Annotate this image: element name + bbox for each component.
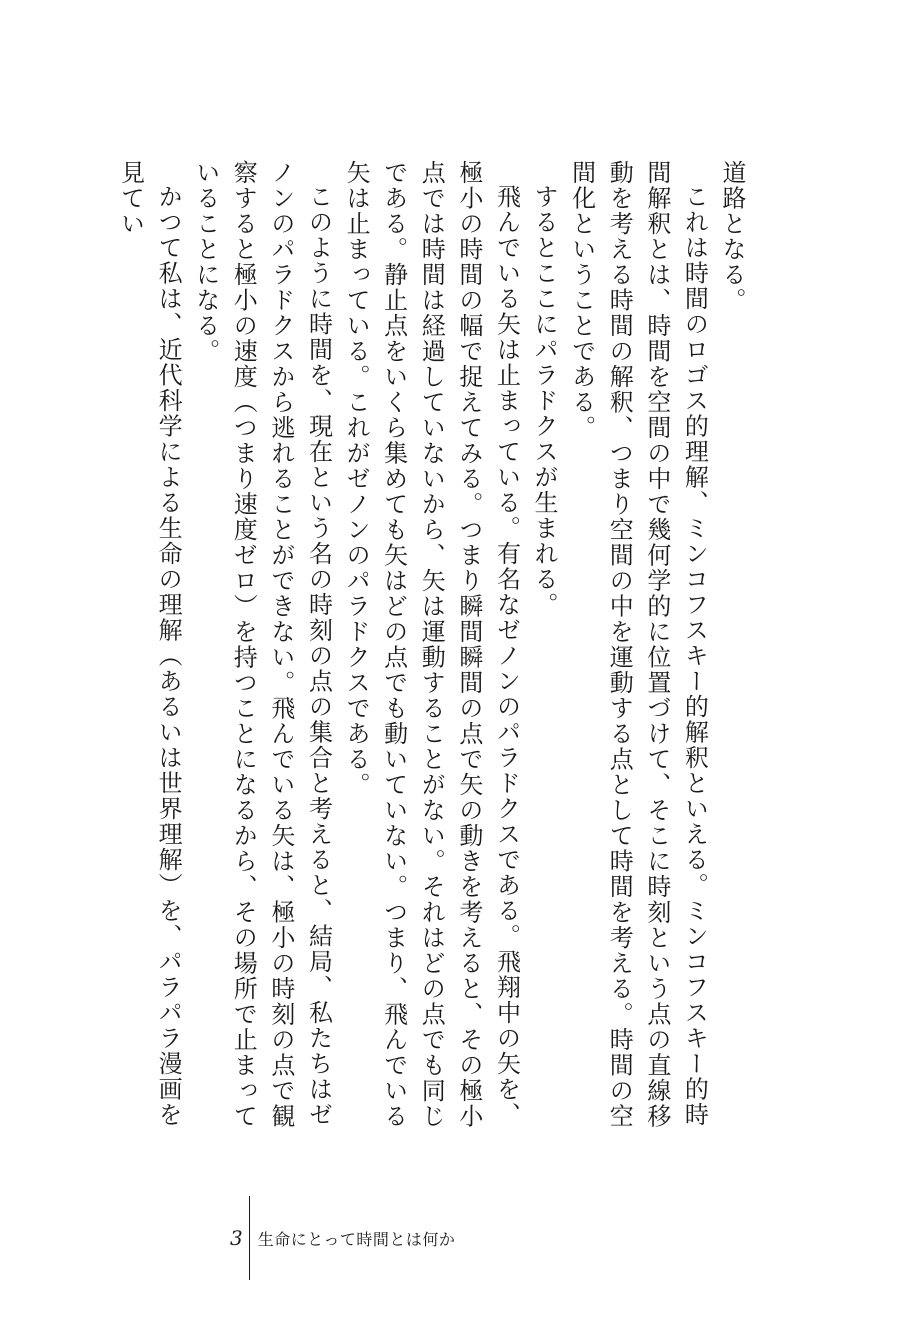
- paragraph-2: これは時間のロゴス的理解、ミンコフスキー的解釈といえる。ミンコフスキー的時間解釈とは、時間を空間の中で幾何学的に位置づけて、そこに時刻という点の直線移動を考える時間の解釈、つまり空間の中を運動する点として時間を考える。時間の空間化ということである。: [567, 160, 709, 1129]
- paragraph-1: 道路となる。: [718, 160, 746, 313]
- paragraph-6: かつて私は、近代科学による生命の理解（あるいは世界理解）を、パラパラ漫画を見てい: [116, 160, 183, 1128]
- footer-divider: [249, 1196, 250, 1280]
- page-footer: [230, 1196, 455, 1280]
- running-head: 生命にとって時間とは何か: [257, 1229, 456, 1249]
- page-number: 3: [230, 1226, 243, 1250]
- body-text: [116, 160, 750, 1140]
- paragraph-4: 飛んでいる矢は止まっている。有名なゼノンのパラドクスである。飛翔中の矢を、極小の時間の幅で捉えてみる。つまり瞬間瞬間の点で矢の動きを考えると、その極小点では時間は経過していないから、矢は運動することがない。それはどの点でも同じである。静止点をいくら集めても矢はどの点でも動いていない。つまり、飛んでいる矢は止まっている。これがゼノンのパラドクスである。: [342, 160, 521, 1129]
- paragraph-3: するとここにパラドクスが生まれる。: [530, 184, 559, 618]
- paragraph-5: このように時間を、現在という名の時刻の点の集合と考えると、結局、私たちはゼノンのパラドクスから逃れることができない。飛んでいる矢は、極小の時刻の点で観察すると極小の速度（つまり速度ゼロ）を持つことになるから、その場所で止まっていることになる。: [191, 160, 333, 1129]
